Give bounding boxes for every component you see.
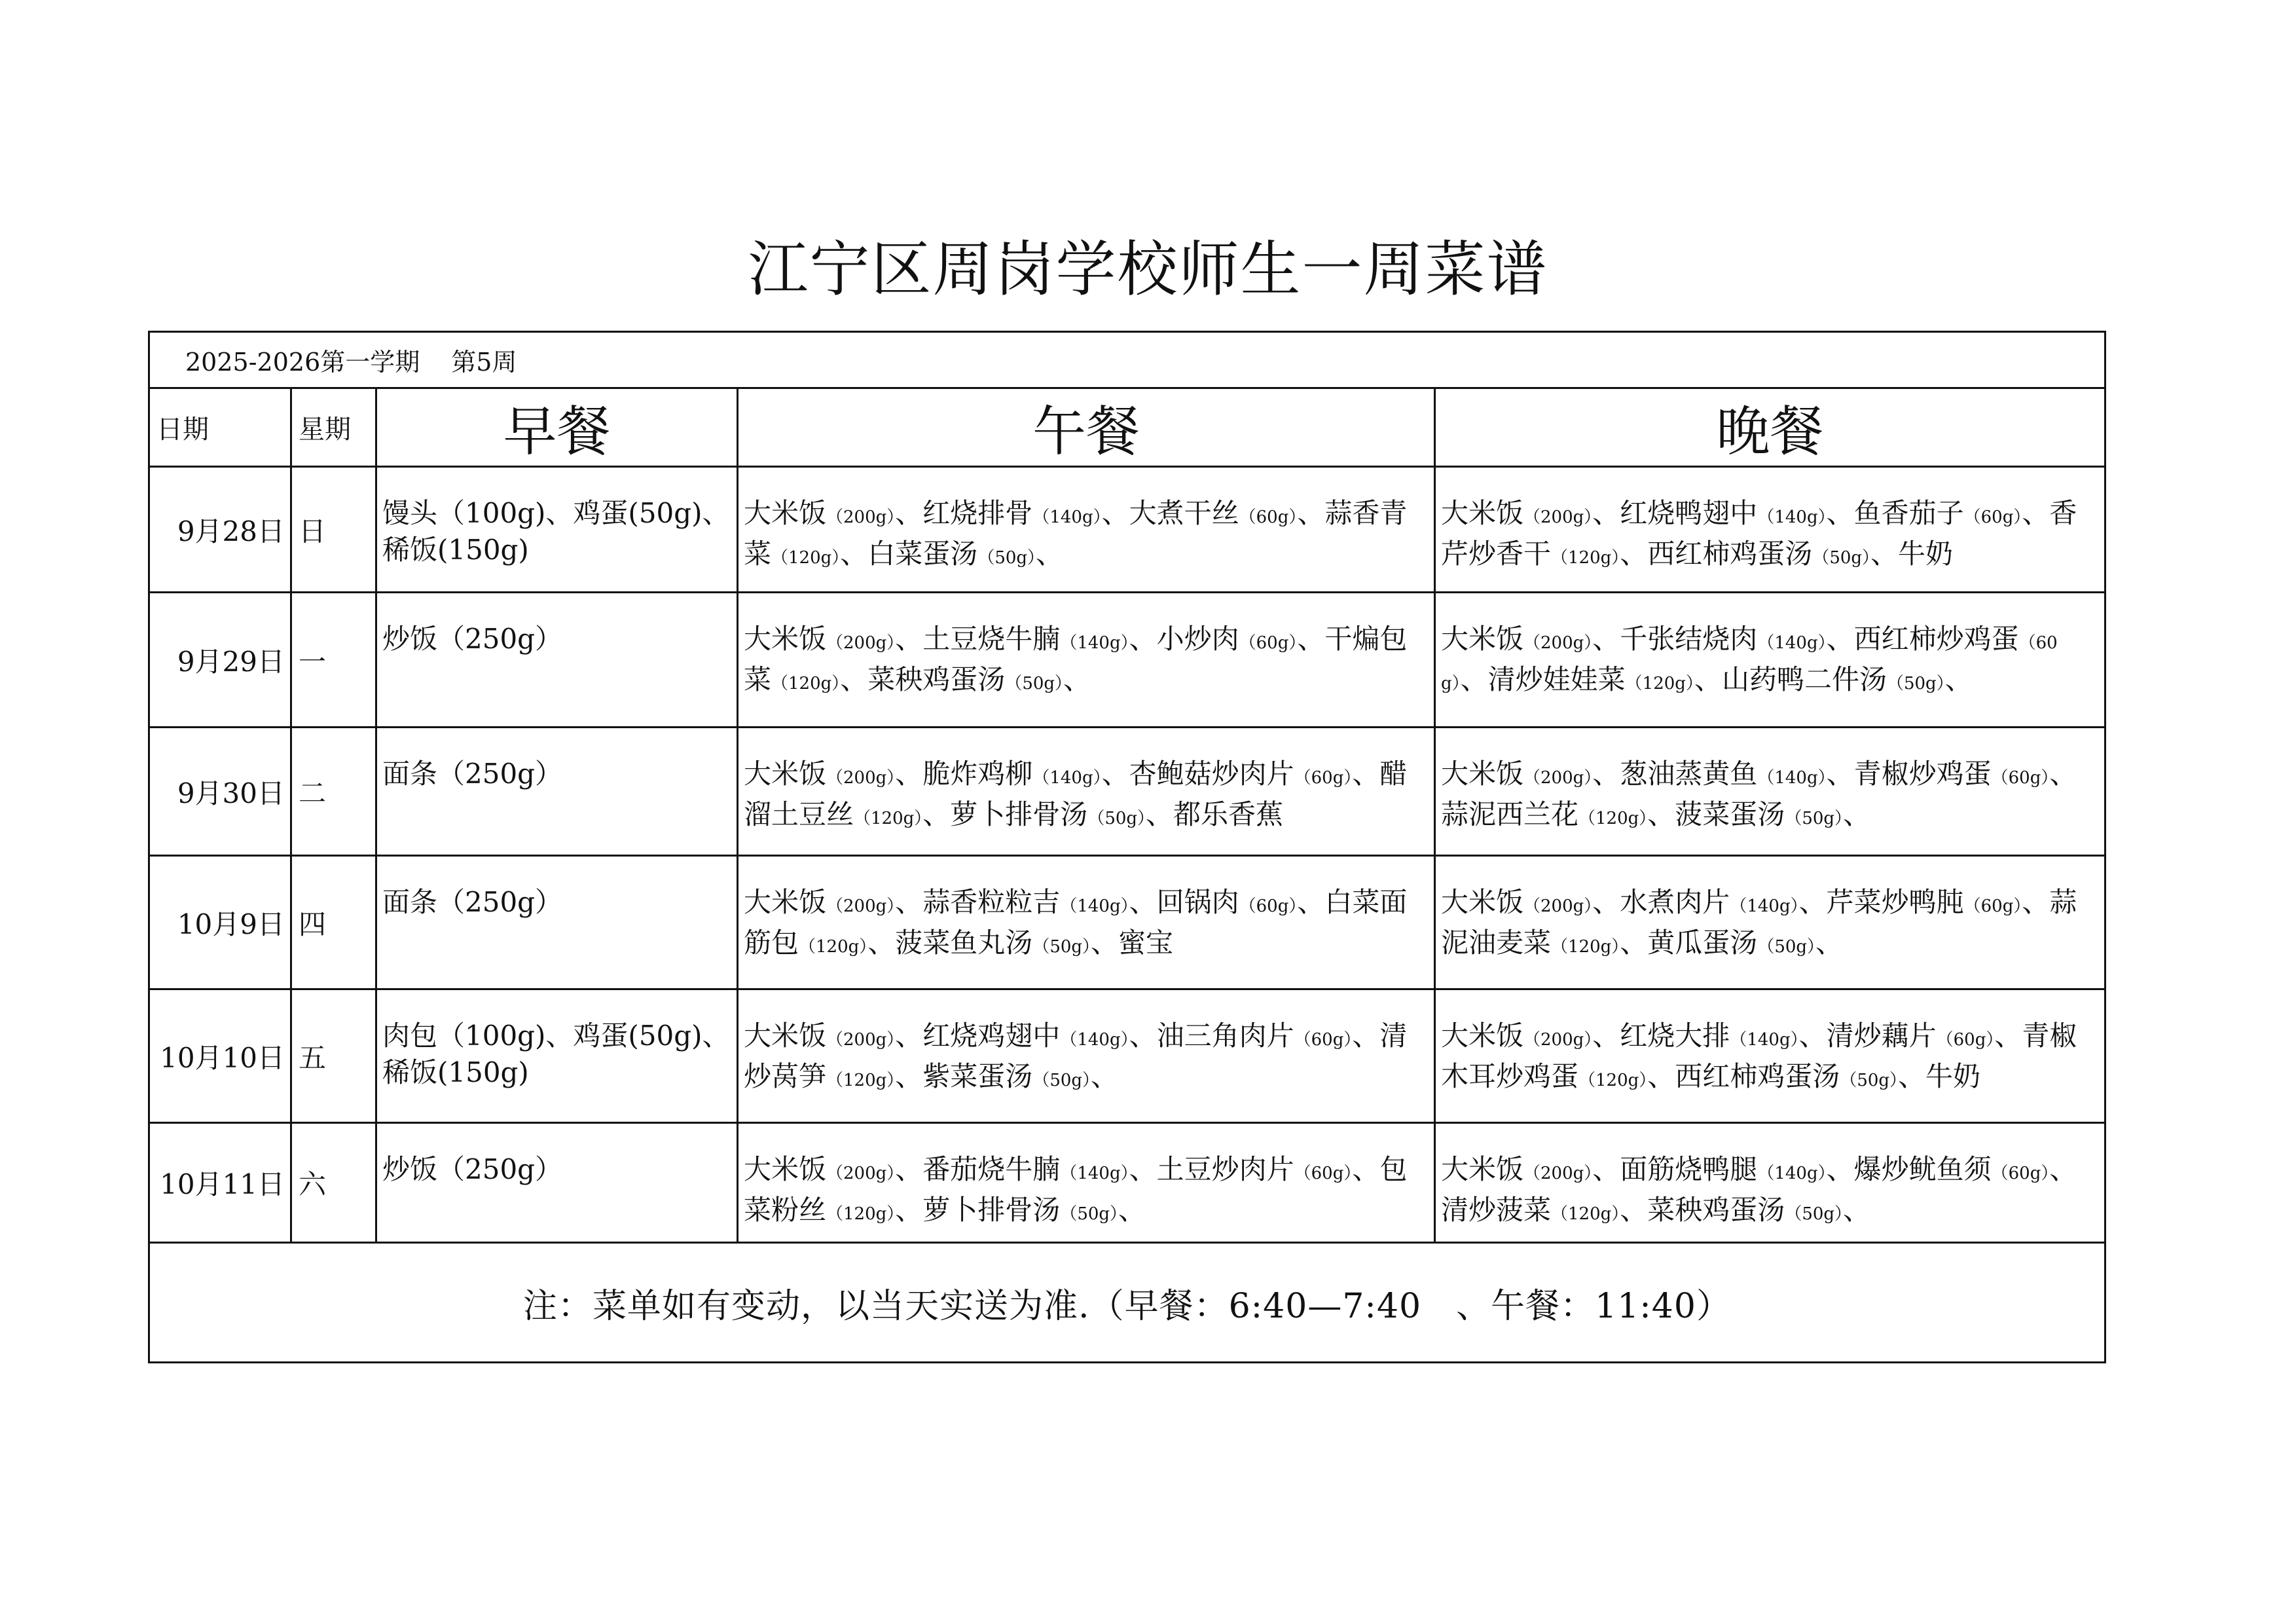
dish-name: 、土豆炒肉片 <box>1129 1153 1294 1185</box>
dinner-cell <box>1435 728 2105 856</box>
weekday-cell: 日 <box>291 467 376 593</box>
dish-weight: （200g） <box>1523 1164 1593 1183</box>
dish-weight: （140g） <box>1730 1030 1799 1050</box>
dish-name: 大米饭 <box>1441 1020 1524 1052</box>
dish-weight: （140g） <box>1060 1030 1129 1050</box>
dish-name: 、爆炒鱿鱼须 <box>1826 1153 1992 1185</box>
date-cell: 9月29日 <box>149 593 291 728</box>
note-cell: 注：菜单如有变动，以当天实送为准.（早餐：6:40—7:40 、午餐：11:40） <box>149 1243 2105 1363</box>
dish-weight: （140g） <box>1730 896 1799 916</box>
dinner-cell <box>1435 593 2105 728</box>
dish-weight: （140g） <box>1032 768 1102 788</box>
menu-row <box>149 467 2105 593</box>
dish-name: 、青椒木耳炒鸡蛋 <box>1441 1020 2077 1092</box>
dish-name: 、西红柿炒鸡蛋 <box>1826 623 2019 655</box>
dish-name: 、 <box>1118 1194 1146 1226</box>
col-header-date: 日期 <box>149 388 291 467</box>
dish-weight: （50g） <box>1812 548 1871 568</box>
breakfast-cell: 馒头（100g)、鸡蛋(50g)、稀饭(150g) <box>376 467 738 593</box>
dish-weight: （140g） <box>1060 1164 1129 1183</box>
dish-weight: （50g） <box>1032 937 1091 957</box>
dish-name: 、红烧鸭翅中 <box>1592 497 1758 529</box>
dish-name: 、 <box>1091 1060 1119 1092</box>
dish-name: 、水煮肉片 <box>1592 886 1730 918</box>
dish-weight: （50g） <box>1757 937 1816 957</box>
note-row <box>149 1243 2105 1363</box>
dish-name: 、黄瓜蛋汤 <box>1620 927 1758 959</box>
header-row <box>149 388 2105 467</box>
dish-weight: （120g） <box>826 1071 896 1090</box>
dish-name: 、清炒菠菜 <box>1441 1153 2077 1226</box>
dish-name: 、葱油蒸黄鱼 <box>1592 758 1758 790</box>
dish-name: 、都乐香蕉 <box>1146 798 1284 830</box>
dish-weight: （140g） <box>1757 507 1827 527</box>
date-cell: 10月10日 <box>149 989 291 1123</box>
dish-name: 大米饭 <box>1441 1153 1524 1185</box>
dish-weight: （200g） <box>1523 1030 1593 1050</box>
dish-weight: （140g） <box>1757 633 1827 653</box>
lunch-cell <box>738 989 1435 1123</box>
dish-name: 、萝卜排骨汤 <box>895 1194 1061 1226</box>
lunch-cell <box>738 593 1435 728</box>
dish-weight: （60g） <box>1963 507 2022 527</box>
dish-weight: （60g） <box>1936 1030 1995 1050</box>
dish-name: 、西红柿鸡蛋汤 <box>1647 1060 1840 1092</box>
weekday-cell: 二 <box>291 728 376 856</box>
dish-weight: （120g） <box>1551 548 1620 568</box>
col-header-breakfast: 早餐 <box>376 388 738 467</box>
dish-name: 大米饭 <box>1441 497 1524 529</box>
dish-weight: （50g） <box>977 548 1036 568</box>
dish-name: 、 <box>1843 1194 1871 1226</box>
dish-weight: （140g） <box>1032 507 1102 527</box>
dish-name: 大米饭 <box>744 1153 827 1185</box>
dish-name: 、 <box>1063 663 1091 695</box>
dish-name: 、清炒娃娃菜 <box>1460 663 1626 695</box>
dish-weight: （140g） <box>1060 633 1129 653</box>
weekday-cell: 一 <box>291 593 376 728</box>
dish-name: 、干煸包菜 <box>744 623 1408 695</box>
dinner-cell <box>1435 989 2105 1123</box>
lunch-cell <box>738 856 1435 989</box>
dish-weight: （200g） <box>1523 633 1593 653</box>
dish-name: 、白菜面筋包 <box>744 886 1408 959</box>
dish-weight: （140g） <box>1757 1164 1827 1183</box>
dish-name: 、红烧排骨 <box>895 497 1033 529</box>
dish-name: 大米饭 <box>1441 886 1524 918</box>
semester-label: 2025-2026第一学期 <box>185 348 420 377</box>
dish-weight: （120g） <box>1625 674 1694 693</box>
dish-name: 、红烧大排 <box>1592 1020 1730 1052</box>
dish-weight: （120g） <box>771 674 841 693</box>
dish-name: 、白菜蛋汤 <box>840 538 978 570</box>
dish-weight: （200g） <box>826 1164 896 1183</box>
dish-weight: （120g） <box>854 809 923 828</box>
dish-name: 、清炒藕片 <box>1798 1020 1937 1052</box>
date-cell: 9月28日 <box>149 467 291 593</box>
dish-weight: （50g） <box>1032 1071 1091 1090</box>
breakfast-cell: 炒饭（250g） <box>376 1123 738 1243</box>
dish-weight: （50g） <box>1005 674 1064 693</box>
breakfast-cell: 面条（250g） <box>376 856 738 989</box>
dish-name: 、紫菜蛋汤 <box>895 1060 1033 1092</box>
dish-weight: （200g） <box>826 633 896 653</box>
dish-name: 、 <box>1843 798 1871 830</box>
date-cell: 10月9日 <box>149 856 291 989</box>
dish-name: 、蒜香青菜 <box>744 497 1408 570</box>
semester-row <box>149 332 2105 388</box>
dish-name: 、牛奶 <box>1898 1060 1981 1092</box>
dish-weight: （60g） <box>1294 1164 1353 1183</box>
dish-name: 、包菜粉丝 <box>744 1153 1408 1226</box>
menu-row <box>149 728 2105 856</box>
menu-row <box>149 989 2105 1123</box>
dish-name: 、蒜泥油麦菜 <box>1441 886 2077 959</box>
dish-weight: （200g） <box>826 768 896 788</box>
dish-weight: （200g） <box>1523 768 1593 788</box>
dish-weight: （60g） <box>1991 1164 2050 1183</box>
dish-name: 大米饭 <box>1441 758 1524 790</box>
menu-row <box>149 1123 2105 1243</box>
dish-weight: （60g） <box>1294 768 1353 788</box>
dish-name: 、油三角肉片 <box>1129 1020 1294 1052</box>
dish-weight: （140g） <box>1060 896 1129 916</box>
dish-weight: （120g） <box>1551 937 1620 957</box>
dish-name: 大米饭 <box>1441 623 1524 655</box>
col-header-lunch: 午餐 <box>738 388 1435 467</box>
dish-name: 、回锅肉 <box>1129 886 1239 918</box>
dinner-cell <box>1435 467 2105 593</box>
dish-name: 、鱼香茄子 <box>1826 497 1964 529</box>
dish-weight: （50g） <box>1785 809 1844 828</box>
dish-weight: （60g） <box>1991 768 2050 788</box>
dish-weight: （50g） <box>1840 1071 1899 1090</box>
dish-weight: （60g） <box>1441 633 2058 693</box>
menu-row <box>149 593 2105 728</box>
dish-weight: （120g） <box>826 1204 896 1224</box>
dish-weight: （60g） <box>1963 896 2022 916</box>
dish-name: 、芹菜炒鸭肫 <box>1798 886 1964 918</box>
dish-name: 、红烧鸡翅中 <box>895 1020 1061 1052</box>
dish-name: 、清炒莴笋 <box>744 1020 1408 1092</box>
dish-weight: （120g） <box>771 548 841 568</box>
dish-name: 、青椒炒鸡蛋 <box>1826 758 1992 790</box>
week-label: 第5周 <box>451 348 517 377</box>
dish-weight: （120g） <box>1578 1071 1648 1090</box>
dish-name: 、杏鲍菇炒肉片 <box>1101 758 1294 790</box>
dish-name: 大米饭 <box>744 886 827 918</box>
breakfast-cell: 面条（250g） <box>376 728 738 856</box>
dish-name: 、香芹炒香干 <box>1441 497 2077 570</box>
weekly-menu-table <box>148 331 2106 1363</box>
dish-weight: （200g） <box>826 1030 896 1050</box>
dish-weight: （120g） <box>1578 809 1648 828</box>
dish-name: 、菠菜蛋汤 <box>1647 798 1785 830</box>
semester-cell <box>149 332 2105 388</box>
dish-weight: （60g） <box>1239 633 1298 653</box>
dish-name: 、蒜香粒粒吉 <box>895 886 1061 918</box>
dish-name: 、番茄烧牛腩 <box>895 1153 1061 1185</box>
dish-weight: （50g） <box>1886 674 1945 693</box>
dish-name: 、蜜宝 <box>1091 927 1174 959</box>
lunch-cell <box>738 1123 1435 1243</box>
page-title: 江宁区周岗学校师生一周菜谱 <box>748 234 1548 304</box>
lunch-cell <box>738 467 1435 593</box>
dish-weight: （60g） <box>1294 1030 1353 1050</box>
dish-weight: （140g） <box>1757 768 1827 788</box>
dish-name: 大米饭 <box>744 623 827 655</box>
col-header-weekday: 星期 <box>291 388 376 467</box>
col-header-dinner: 晚餐 <box>1435 388 2105 467</box>
dish-name: 、山药鸭二件汤 <box>1694 663 1887 695</box>
dish-name: 、 <box>1036 538 1064 570</box>
dish-name: 、蒜泥西兰花 <box>1441 758 2077 830</box>
weekday-cell: 四 <box>291 856 376 989</box>
dish-name: 大米饭 <box>744 758 827 790</box>
dish-weight: （50g） <box>1060 1204 1119 1224</box>
dish-name: 、西红柿鸡蛋汤 <box>1620 538 1813 570</box>
dish-name: 、菜秧鸡蛋汤 <box>1620 1194 1785 1226</box>
dish-name: 、菜秧鸡蛋汤 <box>840 663 1006 695</box>
dish-name: 、千张结烧肉 <box>1592 623 1758 655</box>
dish-weight: （200g） <box>1523 896 1593 916</box>
dish-weight: （60g） <box>1239 507 1298 527</box>
dish-weight: （200g） <box>826 896 896 916</box>
dinner-cell <box>1435 856 2105 989</box>
dish-name: 大米饭 <box>744 1020 827 1052</box>
dish-name: 大米饭 <box>744 497 827 529</box>
dish-name: 、大煮干丝 <box>1101 497 1239 529</box>
dish-weight: （60g） <box>1239 896 1298 916</box>
dish-weight: （200g） <box>1523 507 1593 527</box>
date-cell: 10月11日 <box>149 1123 291 1243</box>
dish-name: 、脆炸鸡柳 <box>895 758 1033 790</box>
breakfast-cell: 肉包（100g)、鸡蛋(50g)、稀饭(150g) <box>376 989 738 1123</box>
dish-weight: （200g） <box>826 507 896 527</box>
dish-name: 、面筋烧鸭腿 <box>1592 1153 1758 1185</box>
weekday-cell: 五 <box>291 989 376 1123</box>
dinner-cell <box>1435 1123 2105 1243</box>
dish-name: 、土豆烧牛腩 <box>895 623 1061 655</box>
lunch-cell <box>738 728 1435 856</box>
dish-weight: （120g） <box>799 937 868 957</box>
dish-name: 、小炒肉 <box>1129 623 1239 655</box>
dish-name: 、 <box>1944 663 1973 695</box>
dish-name: 、醋溜土豆丝 <box>744 758 1408 830</box>
date-cell: 9月30日 <box>149 728 291 856</box>
dish-weight: （120g） <box>1551 1204 1620 1224</box>
dish-name: 、 <box>1815 927 1844 959</box>
dish-name: 、菠菜鱼丸汤 <box>867 927 1033 959</box>
dish-name: 、萝卜排骨汤 <box>922 798 1088 830</box>
breakfast-cell: 炒饭（250g） <box>376 593 738 728</box>
dish-weight: （50g） <box>1087 809 1146 828</box>
dish-weight: （50g） <box>1785 1204 1844 1224</box>
menu-row <box>149 856 2105 989</box>
dish-name: 、牛奶 <box>1870 538 1954 570</box>
weekday-cell: 六 <box>291 1123 376 1243</box>
